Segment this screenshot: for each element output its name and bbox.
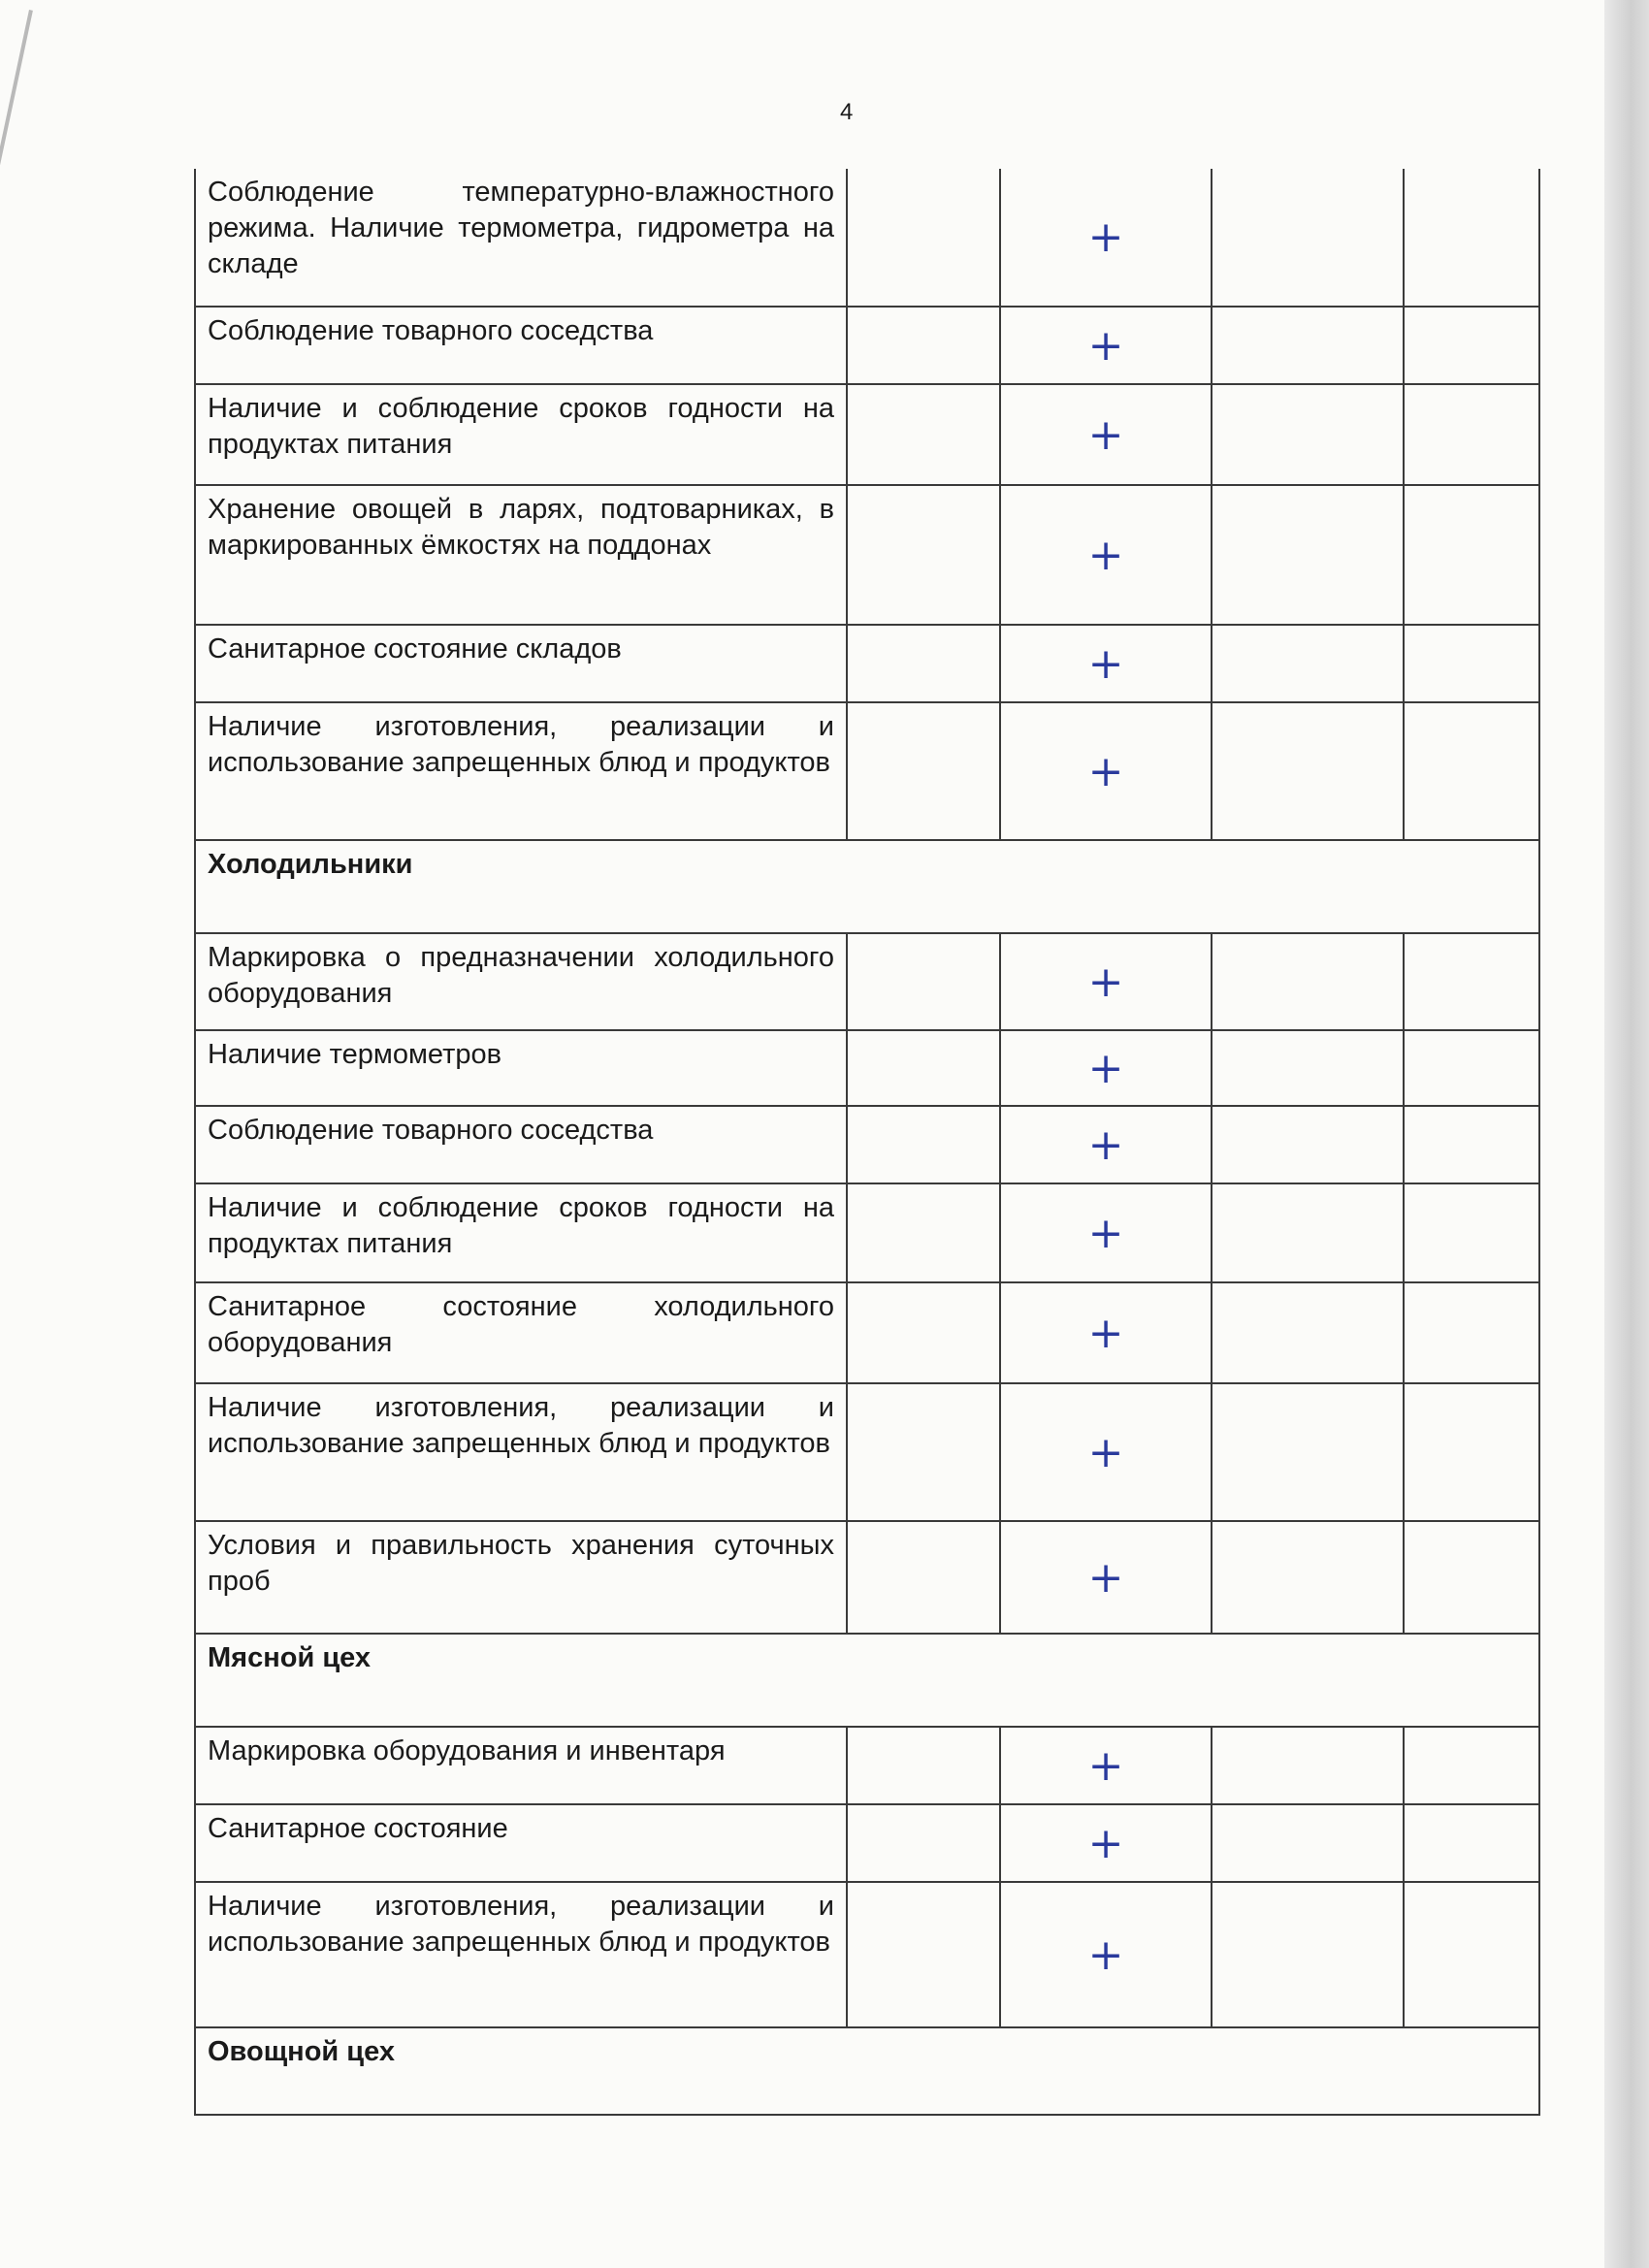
checklist-item-text: Маркировка оборудования и инвентаря [195,1727,847,1804]
checklist-item-text: Хранение овощей в ларях, подтоварниках, в маркированных ёмкостях на поддонах [195,485,847,625]
empty-cell [847,933,1000,1030]
checklist-item-text: Наличие изготовления, реализации и использование запрещенных блюд и продуктов [195,702,847,840]
empty-cell [847,485,1000,625]
empty-cell [1212,625,1404,702]
checklist-item-text: Соблюдение температурно-влажностного режима. Наличие термометра, гидрометра на складе [195,169,847,307]
handwritten-plus-mark: + [1000,1521,1212,1634]
empty-cell [1404,702,1539,840]
checklist-item-text: Наличие и соблюдение сроков годности на продуктах питания [195,1183,847,1282]
checklist-row [195,933,1539,1030]
checklist-item-text: Маркировка о предназначении холодильного оборудования [195,933,847,1030]
empty-cell [1212,169,1404,307]
handwritten-plus-mark: + [1000,1727,1212,1804]
checklist-item-text: Наличие термометров [195,1030,847,1106]
empty-cell [1404,933,1539,1030]
handwritten-plus-mark: + [1000,1030,1212,1106]
checklist-item-text: Санитарное состояние [195,1804,847,1882]
empty-cell [1404,1030,1539,1106]
section-title: Холодильники [195,840,1539,933]
empty-cell [1212,307,1404,384]
empty-cell [847,1183,1000,1282]
empty-cell [1404,625,1539,702]
inspection-checklist-table [194,169,1540,2116]
checklist-row [195,1383,1539,1521]
checklist-row [195,485,1539,625]
empty-cell [847,1106,1000,1183]
empty-cell [1404,1183,1539,1282]
checklist-item-text: Соблюдение товарного соседства [195,1106,847,1183]
empty-cell [1212,702,1404,840]
handwritten-plus-mark: + [1000,307,1212,384]
empty-cell [1404,169,1539,307]
checklist-body [195,169,1539,2115]
handwritten-plus-mark: + [1000,1804,1212,1882]
empty-cell [1404,1882,1539,2027]
empty-cell [1212,933,1404,1030]
checklist-row [195,1282,1539,1383]
empty-cell [1212,384,1404,485]
handwritten-plus-mark: + [1000,933,1212,1030]
empty-cell [1212,1521,1404,1634]
handwritten-plus-mark: + [1000,1882,1212,2027]
checklist-item-text: Наличие и соблюдение сроков годности на продуктах питания [195,384,847,485]
handwritten-plus-mark: + [1000,169,1212,307]
scan-edge-shadow [1604,0,1649,2268]
checklist-row [195,1106,1539,1183]
empty-cell [1212,485,1404,625]
empty-cell [847,625,1000,702]
empty-cell [1404,1106,1539,1183]
checklist-item-text: Санитарное состояние складов [195,625,847,702]
empty-cell [1404,1282,1539,1383]
empty-cell [1404,1804,1539,1882]
checklist-row [195,702,1539,840]
checklist-item-text: Санитарное состояние холодильного оборудования [195,1282,847,1383]
handwritten-plus-mark: + [1000,1106,1212,1183]
handwritten-plus-mark: + [1000,1183,1212,1282]
empty-cell [1212,1727,1404,1804]
empty-cell [847,1030,1000,1106]
empty-cell [1212,1106,1404,1183]
checklist-row [195,169,1539,307]
empty-cell [847,1521,1000,1634]
checklist-row [195,384,1539,485]
checklist-item-text: Наличие изготовления, реализации и использование запрещенных блюд и продуктов [195,1383,847,1521]
page-number: 4 [840,99,854,125]
empty-cell [847,1804,1000,1882]
section-header-row [195,1634,1539,1727]
empty-cell [847,384,1000,485]
empty-cell [1404,384,1539,485]
checklist-row [195,307,1539,384]
checklist-row [195,1804,1539,1882]
empty-cell [847,1383,1000,1521]
handwritten-plus-mark: + [1000,1282,1212,1383]
handwritten-plus-mark: + [1000,702,1212,840]
empty-cell [847,1727,1000,1804]
empty-cell [1404,307,1539,384]
empty-cell [1404,1521,1539,1634]
empty-cell [1404,1383,1539,1521]
scan-artifact-line [0,10,33,324]
empty-cell [1212,1282,1404,1383]
empty-cell [1404,485,1539,625]
empty-cell [847,1282,1000,1383]
empty-cell [1212,1882,1404,2027]
section-header-row [195,2027,1539,2115]
checklist-row [195,1882,1539,2027]
section-title: Мясной цех [195,1634,1539,1727]
handwritten-plus-mark: + [1000,384,1212,485]
handwritten-plus-mark: + [1000,625,1212,702]
checklist-row [195,1521,1539,1634]
checklist-item-text: Условия и правильность хранения суточных проб [195,1521,847,1634]
checklist-item-text: Соблюдение товарного соседства [195,307,847,384]
empty-cell [1212,1030,1404,1106]
handwritten-plus-mark: + [1000,1383,1212,1521]
section-title: Овощной цех [195,2027,1539,2115]
checklist-row [195,1727,1539,1804]
checklist-item-text: Наличие изготовления, реализации и использование запрещенных блюд и продуктов [195,1882,847,2027]
empty-cell [847,307,1000,384]
empty-cell [1212,1804,1404,1882]
handwritten-plus-mark: + [1000,485,1212,625]
section-header-row [195,840,1539,933]
checklist-row [195,1183,1539,1282]
empty-cell [1212,1183,1404,1282]
empty-cell [1212,1383,1404,1521]
empty-cell [847,169,1000,307]
checklist-row [195,625,1539,702]
empty-cell [1404,1727,1539,1804]
empty-cell [847,1882,1000,2027]
empty-cell [847,702,1000,840]
checklist-row [195,1030,1539,1106]
